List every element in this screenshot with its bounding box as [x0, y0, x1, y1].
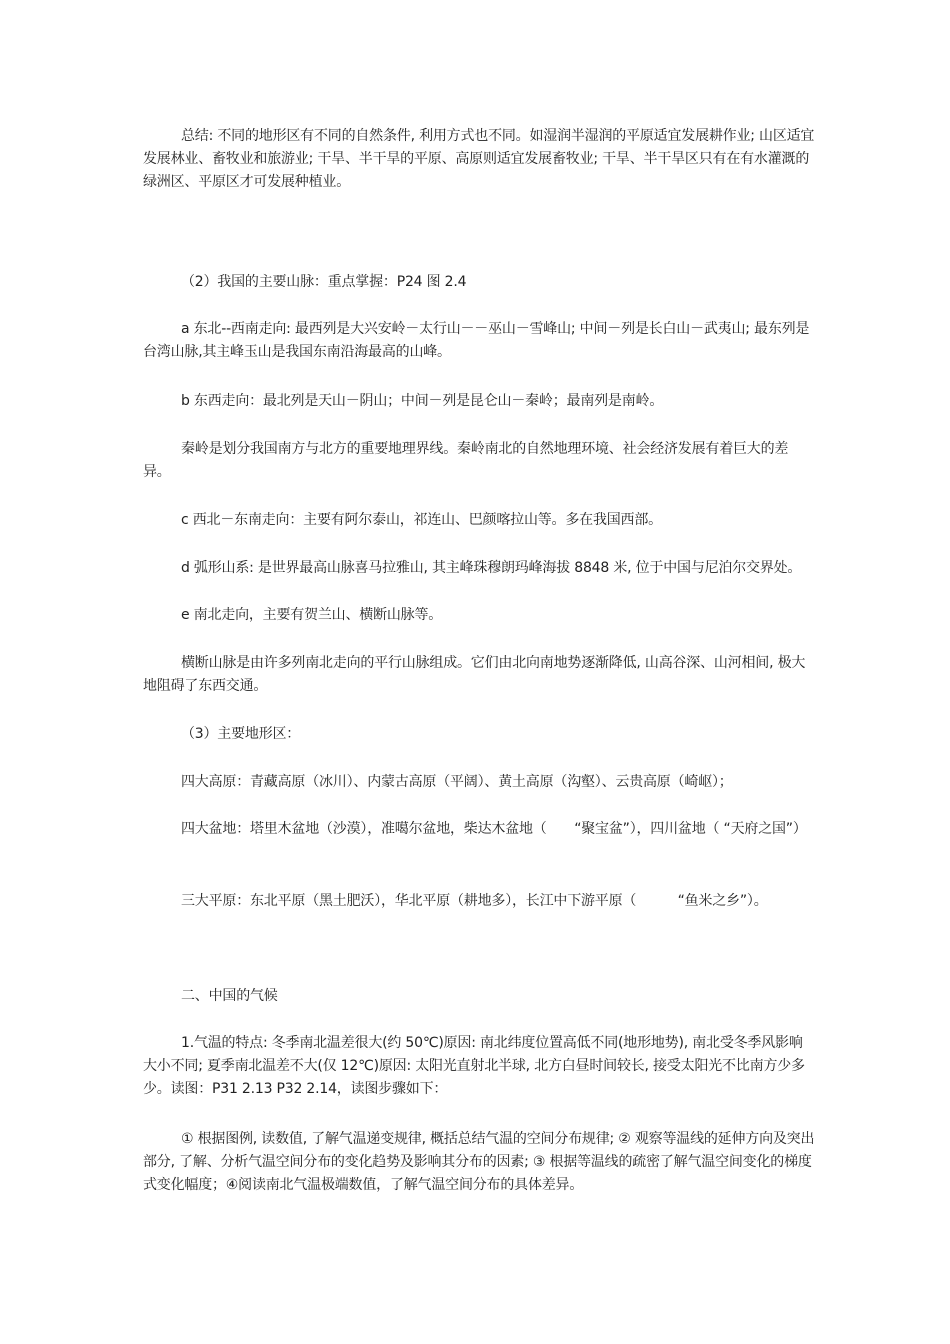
summary-paragraph: 总结: 不同的地形区有不同的自然条件, 利用方式也不同。如湿润半湿润的平原适宜发展耕作业; 山区适宜发展林业、畜牧业和旅游业; 干旱、半干旱的平原、高原则适宜发展畜牧业; 干旱、半干旱区只有在有水灌溉的绿洲区、平原区才可发展种植业。	[143, 128, 815, 190]
four-basins: 四大盆地：塔里木盆地（沙漠），准噶尔盆地，柴达木盆地（ “聚宝盆”），四川盆地（ “天府之国”）	[181, 821, 807, 837]
three-plains: 三大平原：东北平原（黑土肥沃），华北平原（耕地多），长江中下游平原（ “鱼米之乡”）。	[181, 893, 768, 909]
mountains-east-west: b 东西走向：最北列是天山－阴山；中间－列是昆仑山－秦岭；最南列是南岭。	[181, 393, 664, 409]
four-plateaus: 四大高原：青藏高原（冰川）、内蒙古高原（平阔）、黄土高原（沟壑）、云贵高原（崎岖）；	[181, 774, 733, 790]
map-reading-steps: ① 根据图例, 读数值, 了解气温递变规律, 概括总结气温的空间分布规律; ② 观察等温线的延伸方向及突出部分, 了解、分析气温空间分布的变化趋势及影响其分布的因素; ③ 根据等温线的疏密了解气温空间变化的梯度式变化幅度；④阅读南北气温极端数值，了解气温空间分布的具体差异。	[143, 1131, 815, 1193]
temperature-characteristics: 1.气温的特点: 冬季南北温差很大(约 50℃)原因: 南北纬度位置高低不同(地形地势), 南北受冬季风影响大小不同; 夏季南北温差不大(仅 12℃)原因: 太阳光直射北半球, 北方白昼时间较长, 接受太阳光不比南方少多少。读图：P31 2.13 P32 2.14，读图步骤如下：	[143, 1035, 805, 1097]
mountains-north-south: e 南北走向，主要有贺兰山、横断山脉等。	[181, 607, 443, 623]
qinling-paragraph: 秦岭是划分我国南方与北方的重要地理界线。秦岭南北的自然地理环境、社会经济发展有着巨大的差异。	[143, 441, 789, 480]
mountains-northwest-southeast: c 西北－东南走向：主要有阿尔泰山，祁连山、巴颜喀拉山等。多在我国西部。	[181, 512, 662, 528]
section-climate-heading: 二、中国的气候	[181, 988, 278, 1004]
mountains-arc-system: d 弧形山系: 是世界最高山脉喜马拉雅山, 其主峰珠穆朗玛峰海拔 8848 米, 位于中国与尼泊尔交界处。	[181, 560, 802, 576]
section-mountains-heading: （2）我国的主要山脉：重点掌握：P24 图 2.4	[181, 274, 467, 290]
section-terrain-heading: （3）主要地形区：	[181, 726, 301, 742]
mountains-northeast-southwest: a 东北--西南走向: 最西列是大兴安岭－太行山－－巫山－雪峰山; 中间－列是长白山－武夷山; 最东列是台湾山脉,其主峰玉山是我国东南沿海最高的山峰。	[143, 321, 810, 360]
hengduan-paragraph: 横断山脉是由许多列南北走向的平行山脉组成。它们由北向南地势逐渐降低, 山高谷深、山河相间, 极大地阻碍了东西交通。	[143, 655, 806, 694]
